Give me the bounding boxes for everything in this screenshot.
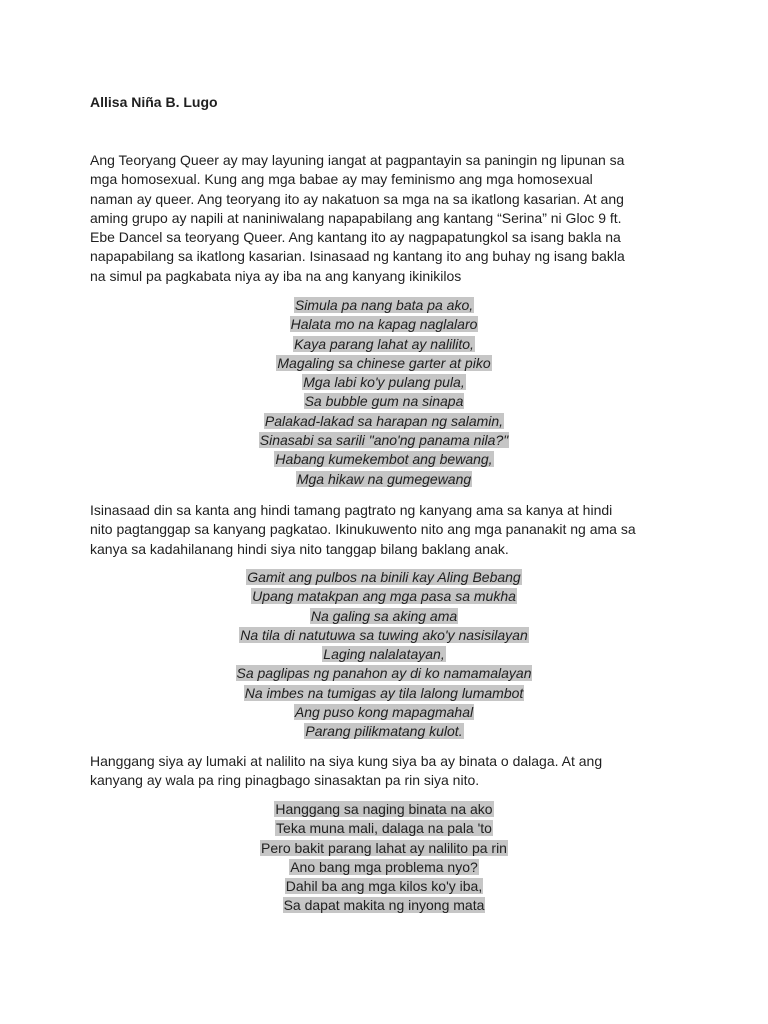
paragraph-line: naman ay queer. Ang teoryang ito ay nakatuon sa mga na sa ikatlong kasarian. At ang xyxy=(90,190,624,207)
lyrics-stanza-2 xyxy=(84,568,684,742)
lyric-line: Teka muna mali, dalaga na pala 'to xyxy=(276,820,492,837)
lyric-line: Habang kumekembot ang bewang, xyxy=(275,451,493,468)
paragraph-line: kanya sa kadahilanang hindi siya nito tanggap bilang baklang anak. xyxy=(90,540,509,557)
lyric-line: Dahil ba ang mga kilos ko'y iba, xyxy=(285,878,483,895)
paragraph-line: Isinasaad din sa kanta ang hindi tamang pagtrato ng kanyang ama sa kanya at hindi xyxy=(90,502,613,518)
second-paragraph xyxy=(90,501,690,559)
author-name: Allisa Niña B. Lugo xyxy=(90,94,218,110)
lyric-line: Mga hikaw na gumegewang xyxy=(296,470,472,487)
lyric-line: Sa bubble gum na sinapa xyxy=(304,393,464,410)
paragraph-line: Hanggang siya ay lumaki at nalilito na siya kung siya ba ay binata o dalaga. At ang xyxy=(90,753,603,769)
lyric-line: Magaling sa chinese garter at piko xyxy=(277,354,491,371)
lyric-line: Hanggang sa naging binata na ako xyxy=(275,801,493,817)
paragraph-line: nito pagtanggap sa kanyang pagkatao. Ikinukuwento nito ang mga pananakit ng ama sa xyxy=(90,521,636,538)
paragraph-line: Ebe Dancel sa teoryang Queer. Ang kantang ito ay nagpapatungkol sa isang bakla na xyxy=(90,229,621,246)
lyric-line: Na imbes na tumigas ay tila lalong lumambot xyxy=(244,684,524,701)
lyrics-stanza-3 xyxy=(84,800,684,916)
lyric-line: Sinasabi sa sarili "ano'ng panama nila?" xyxy=(259,432,509,449)
paragraph-line: Ang Teoryang Queer ay may layuning iangat at pagpantayin sa paningin ng lipunan sa xyxy=(90,152,625,168)
lyrics-stanza-1 xyxy=(84,296,684,489)
lyric-line: Gamit ang pulbos na binili kay Aling Bebang xyxy=(247,569,521,585)
paragraph-line: na simul pa pagkabata niya ay iba na ang kanyang ikinikilos xyxy=(90,267,462,284)
lyric-line: Palakad-lakad sa harapan ng salamin, xyxy=(264,412,504,429)
lyric-line: Pero bakit parang lahat ay nalilito pa rin xyxy=(261,839,507,856)
lyric-line: Sa paglipas ng panahon ay di ko namamalayan xyxy=(236,665,532,682)
lyric-line: Sa dapat makita ng inyong mata xyxy=(283,897,485,914)
lyric-line: Ano bang mga problema nyo? xyxy=(290,858,478,875)
lyric-line: Mga labi ko'y pulang pula, xyxy=(303,374,465,391)
lyric-line: Simula pa nang bata pa ako, xyxy=(294,297,474,313)
lyric-line: Halata mo na kapag naglalaro xyxy=(290,316,478,333)
lyric-line: Na galing sa aking ama xyxy=(310,607,458,624)
lyric-line: Parang pilikmatang kulot. xyxy=(305,723,463,740)
paragraph-line: napapabilang sa ikatlong kasarian. Isinasaad ng kantang ito ang buhay ng isang bakla xyxy=(90,248,625,265)
third-paragraph xyxy=(90,752,690,791)
lyric-line: Kaya parang lahat ay nalilito, xyxy=(294,335,474,352)
paragraph-line: mga homosexual. Kung ang mga babae ay may feminismo ang mga homosexual xyxy=(90,171,593,188)
lyric-line: Upang matakpan ang mga pasa sa mukha xyxy=(252,588,516,605)
lyric-line: Laging nalalatayan, xyxy=(323,646,445,663)
paragraph-line: aming grupo ay napili at naniniwalang napapabilang ang kantang “Serina” ni Gloc 9 ft. xyxy=(90,209,622,226)
lyric-line: Ang puso kong mapagmahal xyxy=(294,704,474,721)
lyric-line: Na tila di natutuwa sa tuwing ako'y nasisilayan xyxy=(240,626,528,643)
paragraph-line: kanyang ay wala pa ring pinagbago sinasaktan pa rin siya nito. xyxy=(90,772,480,789)
intro-paragraph xyxy=(90,151,690,286)
